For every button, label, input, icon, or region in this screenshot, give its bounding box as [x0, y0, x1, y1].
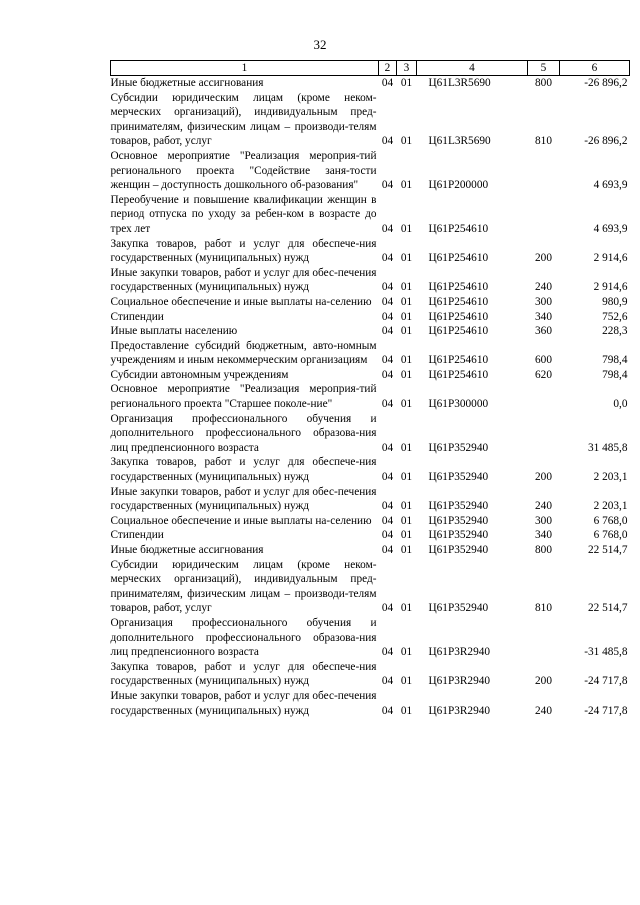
row-expense-type: 240 [535, 500, 552, 513]
row-expense-type: 300 [535, 295, 552, 308]
row-subsection: 01 [400, 398, 413, 411]
row-name: Основное мероприятие "Реализация мероприя-тий регионального проекта "Старшее поколе-ние" [110, 383, 377, 411]
table-row [111, 412, 630, 456]
row-expense-type: 200 [535, 252, 552, 265]
row-target-code: Ц61P3R2940 [428, 704, 491, 717]
row-subsection: 01 [400, 179, 413, 192]
header-row [111, 61, 630, 76]
table-row [111, 76, 630, 91]
row-amount: -26 896,2 [584, 77, 628, 89]
row-expense-type: 340 [535, 310, 552, 323]
row-name: Переобучение и повышение квалификации женщин в период отпуска по уходу за ребен-ком в возрасте до трех лет [110, 193, 377, 235]
table-row [111, 149, 630, 193]
row-name: Субсидии юридическим лицам (кроме неком-мерческих организаций), индивидуальным пред-принимателям, физическим лицам – производи-телям товаров, работ, услуг [110, 558, 377, 615]
row-name: Закупка товаров, работ и услуг для обеспече-ния государственных (муниципальных) нужд [110, 456, 377, 484]
row-name: Стипендии [110, 529, 164, 542]
row-target-code: Ц61P254610 [428, 368, 489, 381]
header-col-6: 6 [560, 61, 630, 76]
table-row [111, 91, 630, 149]
row-amount: 2 914,6 [593, 252, 628, 265]
row-subsection: 01 [400, 310, 413, 323]
row-expense-type: 620 [535, 368, 552, 381]
row-section: 04 [381, 310, 394, 323]
row-target-code: Ц61P254610 [428, 222, 489, 235]
header-col-5: 5 [528, 61, 560, 76]
row-name: Закупка товаров, работ и услуг для обеспече-ния государственных (муниципальных) нужд [110, 660, 377, 688]
row-target-code: Ц61P352940 [428, 441, 489, 454]
table-row [111, 528, 630, 543]
row-subsection: 01 [400, 675, 413, 688]
row-amount: 798,4 [602, 368, 628, 381]
row-subsection: 01 [400, 471, 413, 484]
header-col-2: 2 [379, 61, 397, 76]
row-expense-type: 300 [535, 514, 552, 527]
row-amount: -24 717,8 [584, 704, 628, 717]
table-row [111, 485, 630, 514]
row-section: 04 [381, 281, 394, 294]
row-expense-type [528, 193, 560, 237]
row-expense-type [528, 382, 560, 411]
row-subsection: 01 [400, 281, 413, 294]
row-target-code: Ц61P254610 [428, 281, 489, 294]
row-name: Иные закупки товаров, работ и услуг для обес-печения государственных (муниципальных) нужд [110, 485, 377, 513]
table-row [111, 660, 630, 689]
row-target-code: Ц61P254610 [428, 295, 489, 308]
row-subsection: 01 [400, 252, 413, 265]
row-section: 04 [381, 295, 394, 308]
row-section: 04 [381, 135, 394, 148]
row-name: Организация профессионального обучения и дополнительного профессионального образова-ния лиц предпенсионного возраста [110, 616, 377, 659]
row-name: Социальное обеспечение и иные выплаты на-селению [110, 295, 372, 308]
header-col-1: 1 [111, 61, 379, 76]
row-expense-type: 800 [535, 544, 552, 556]
row-amount: 0,0 [613, 398, 628, 411]
row-target-code: Ц61P352940 [428, 602, 489, 615]
row-name: Предоставление субсидий бюджетным, авто-номным учреждениям и иным некоммерческим организациям [110, 339, 377, 367]
budget-table [110, 60, 630, 718]
row-amount: 2 203,1 [593, 500, 628, 513]
row-name: Субсидии автономным учреждениям [110, 368, 289, 381]
row-amount: -26 896,2 [584, 135, 628, 148]
row-subsection: 01 [400, 500, 413, 513]
row-expense-type: 240 [535, 704, 552, 717]
row-target-code: Ц61P352940 [428, 500, 489, 513]
row-section: 04 [381, 544, 394, 556]
row-name: Закупка товаров, работ и услуг для обеспече-ния государственных (муниципальных) нужд [110, 237, 377, 265]
row-name: Иные бюджетные ассигнования [110, 77, 264, 89]
row-amount: 2 203,1 [593, 471, 628, 484]
row-expense-type: 810 [535, 135, 552, 148]
row-expense-type: 360 [535, 325, 552, 338]
row-amount: 22 514,7 [587, 544, 628, 556]
table-row [111, 689, 630, 718]
row-expense-type: 600 [535, 354, 552, 367]
table-row [111, 382, 630, 411]
row-expense-type: 240 [535, 281, 552, 294]
row-amount: 6 768,0 [593, 514, 628, 527]
row-target-code: Ц61P200000 [428, 179, 489, 192]
row-section: 04 [381, 368, 394, 381]
table-row [111, 558, 630, 616]
table-row [111, 193, 630, 237]
row-subsection: 01 [400, 222, 413, 235]
row-name: Субсидии юридическим лицам (кроме неком-мерческих организаций), индивидуальным пред-принимателям, физическим лицам – производи-телям товаров, работ, услуг [110, 91, 377, 148]
row-name: Иные выплаты населению [110, 325, 238, 338]
row-amount: 2 914,6 [593, 281, 628, 294]
row-section: 04 [381, 252, 394, 265]
row-subsection: 01 [400, 514, 413, 527]
row-amount: -24 717,8 [584, 675, 628, 688]
row-section: 04 [381, 179, 394, 192]
row-target-code: Ц61P352940 [428, 529, 489, 542]
row-subsection: 01 [400, 646, 413, 659]
row-subsection: 01 [400, 135, 413, 148]
page-number: 32 [313, 37, 327, 52]
row-section: 04 [381, 500, 394, 513]
row-section: 04 [381, 354, 394, 367]
row-subsection: 01 [400, 368, 413, 381]
row-section: 04 [381, 675, 394, 688]
row-name: Социальное обеспечение и иные выплаты на-селению [110, 514, 372, 527]
row-expense-type: 200 [535, 471, 552, 484]
row-section: 04 [381, 529, 394, 542]
row-subsection: 01 [400, 704, 413, 717]
row-subsection: 01 [400, 295, 413, 308]
row-target-code: Ц61P254610 [428, 354, 489, 367]
header-col-3: 3 [397, 61, 417, 76]
row-amount: 228,3 [602, 325, 628, 338]
row-expense-type: 200 [535, 675, 552, 688]
row-target-code: Ц61P254610 [428, 252, 489, 265]
row-subsection: 01 [400, 544, 413, 556]
table-row [111, 543, 630, 558]
row-target-code: Ц61P3R2940 [428, 675, 491, 688]
row-subsection: 01 [400, 354, 413, 367]
row-amount: 798,4 [602, 354, 628, 367]
row-name: Иные бюджетные ассигнования [110, 544, 264, 556]
table-row [111, 295, 630, 310]
row-target-code: Ц61L3R5690 [428, 135, 491, 148]
row-expense-type: 340 [535, 529, 552, 542]
table-row [111, 237, 630, 266]
row-expense-type [528, 412, 560, 456]
row-name: Иные закупки товаров, работ и услуг для обес-печения государственных (муниципальных) нужд [110, 266, 377, 294]
row-expense-type [528, 616, 560, 660]
row-amount: 6 768,0 [593, 529, 628, 542]
row-section: 04 [381, 77, 394, 89]
row-subsection: 01 [400, 441, 413, 454]
row-section: 04 [381, 514, 394, 527]
row-section: 04 [381, 602, 394, 615]
row-subsection: 01 [400, 77, 413, 89]
row-section: 04 [381, 222, 394, 235]
row-subsection: 01 [400, 325, 413, 338]
row-expense-type [528, 149, 560, 193]
table-row [111, 339, 630, 368]
table-row [111, 310, 630, 325]
row-section: 04 [381, 398, 394, 411]
row-subsection: 01 [400, 529, 413, 542]
row-section: 04 [381, 704, 394, 717]
row-amount: 4 693,9 [593, 179, 628, 192]
table-row [111, 455, 630, 484]
row-target-code: Ц61P352940 [428, 514, 489, 527]
row-target-code: Ц61P3R2940 [428, 646, 491, 659]
row-amount: 31 485,8 [587, 441, 628, 454]
row-amount: 22 514,7 [587, 602, 628, 615]
row-target-code: Ц61P352940 [428, 544, 489, 556]
table-row [111, 266, 630, 295]
row-subsection: 01 [400, 602, 413, 615]
row-name: Иные закупки товаров, работ и услуг для обес-печения государственных (муниципальных) нужд [110, 689, 377, 717]
row-amount: 980,9 [602, 295, 628, 308]
row-target-code: Ц61P352940 [428, 471, 489, 484]
header-col-4: 4 [417, 61, 528, 76]
row-expense-type: 800 [535, 77, 552, 89]
table-row [111, 324, 630, 339]
row-name: Стипендии [110, 310, 164, 323]
row-target-code: Ц61P254610 [428, 325, 489, 338]
row-section: 04 [381, 471, 394, 484]
table-row [111, 368, 630, 383]
row-name: Организация профессионального обучения и дополнительного профессионального образова-ния лиц предпенсионного возраста [110, 412, 377, 454]
row-amount: 752,6 [602, 310, 628, 323]
row-target-code: Ц61P300000 [428, 398, 489, 411]
row-expense-type: 810 [535, 602, 552, 615]
row-target-code: Ц61L3R5690 [428, 77, 491, 89]
table-row [111, 514, 630, 529]
table-row [111, 616, 630, 660]
row-amount: -31 485,8 [584, 646, 628, 659]
row-section: 04 [381, 325, 394, 338]
row-target-code: Ц61P254610 [428, 310, 489, 323]
row-amount: 4 693,9 [593, 222, 628, 235]
row-name: Основное мероприятие "Реализация мероприя-тий регионального проекта "Содействие заня-тости женщин – доступность дошкольного об-разования" [110, 149, 377, 192]
row-section: 04 [381, 441, 394, 454]
row-section: 04 [381, 646, 394, 659]
